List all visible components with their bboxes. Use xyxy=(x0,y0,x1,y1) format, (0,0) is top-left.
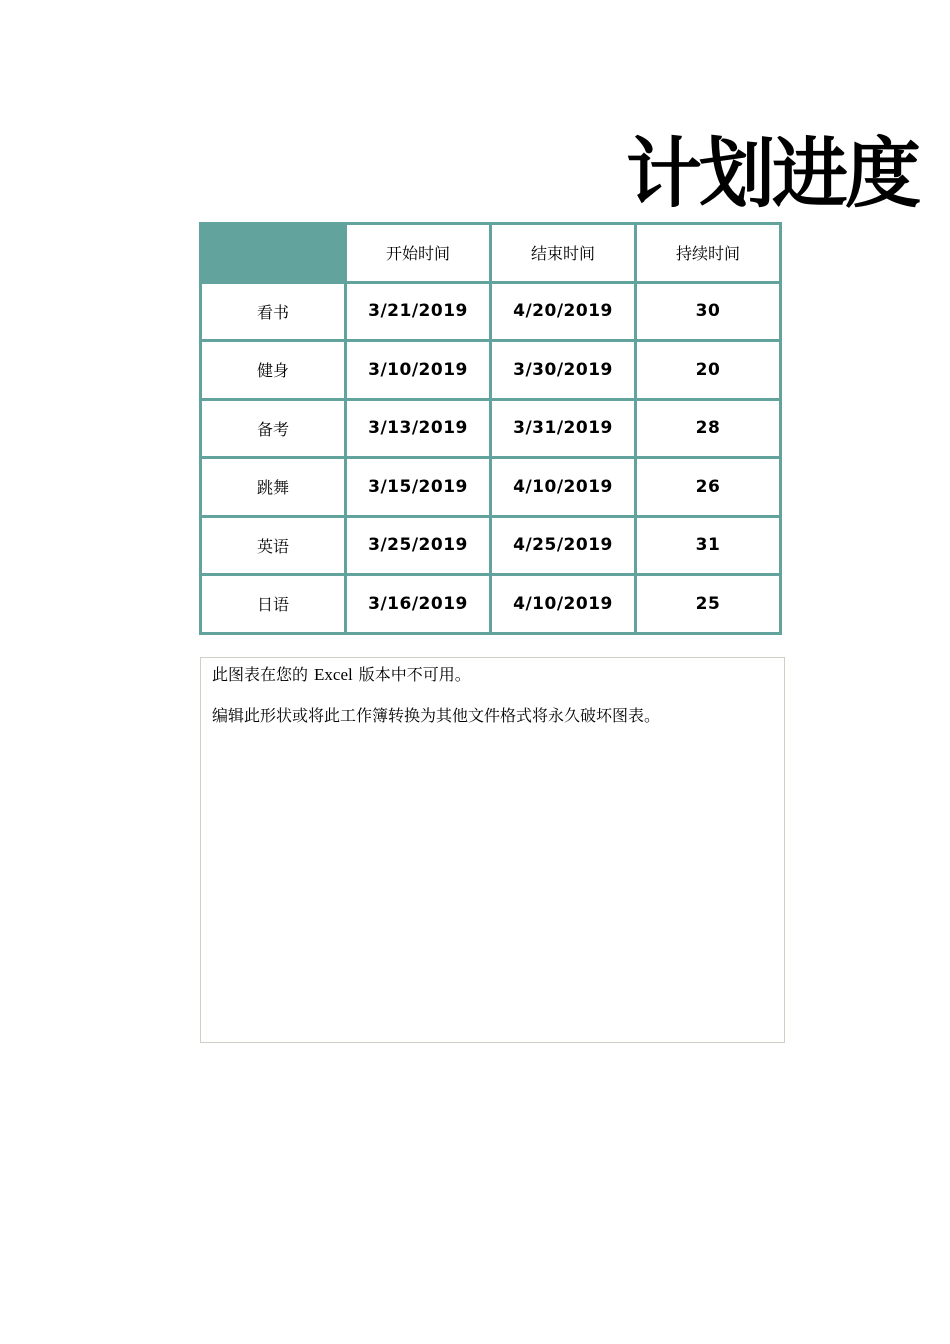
task-name-cell: 备考 xyxy=(201,399,346,458)
table-row xyxy=(201,341,781,400)
task-name-cell: 看书 xyxy=(201,282,346,341)
duration-cell: 30 xyxy=(636,282,781,341)
end-date-cell: 4/10/2019 xyxy=(491,575,636,634)
duration-cell: 26 xyxy=(636,458,781,517)
end-date-cell: 3/31/2019 xyxy=(491,399,636,458)
table-row xyxy=(201,282,781,341)
table-header-row xyxy=(201,224,781,283)
header-duration: 持续时间 xyxy=(636,224,781,283)
start-date-cell: 3/15/2019 xyxy=(346,458,491,517)
end-date-cell: 4/20/2019 xyxy=(491,282,636,341)
table-row xyxy=(201,458,781,517)
chart-unavailable-message xyxy=(212,662,471,685)
table-row xyxy=(201,399,781,458)
header-end-time: 结束时间 xyxy=(491,224,636,283)
duration-cell: 28 xyxy=(636,399,781,458)
page-title: 计划进度 xyxy=(626,129,918,218)
header-corner-cell xyxy=(201,224,346,283)
table-row xyxy=(201,516,781,575)
start-date-cell: 3/21/2019 xyxy=(346,282,491,341)
chart-message-prefix: 此图表在您的 xyxy=(212,665,309,684)
start-date-cell: 3/13/2019 xyxy=(346,399,491,458)
duration-cell: 25 xyxy=(636,575,781,634)
schedule-table xyxy=(199,222,782,635)
chart-placeholder-shape[interactable] xyxy=(200,657,785,1043)
title-container xyxy=(626,128,918,220)
chart-edit-warning: 编辑此形状或将此工作簿转换为其他文件格式将永久破坏图表。 xyxy=(212,706,661,725)
task-name-cell: 跳舞 xyxy=(201,458,346,517)
chart-message-suffix: 版本中不可用。 xyxy=(358,665,471,684)
start-date-cell: 3/25/2019 xyxy=(346,516,491,575)
end-date-cell: 4/25/2019 xyxy=(491,516,636,575)
task-name-cell: 健身 xyxy=(201,341,346,400)
start-date-cell: 3/16/2019 xyxy=(346,575,491,634)
end-date-cell: 4/10/2019 xyxy=(491,458,636,517)
table-row xyxy=(201,575,781,634)
end-date-cell: 3/30/2019 xyxy=(491,341,636,400)
task-name-cell: 日语 xyxy=(201,575,346,634)
chart-message-app-name: Excel xyxy=(314,665,353,684)
header-start-time: 开始时间 xyxy=(346,224,491,283)
start-date-cell: 3/10/2019 xyxy=(346,341,491,400)
duration-cell: 31 xyxy=(636,516,781,575)
task-name-cell: 英语 xyxy=(201,516,346,575)
duration-cell: 20 xyxy=(636,341,781,400)
